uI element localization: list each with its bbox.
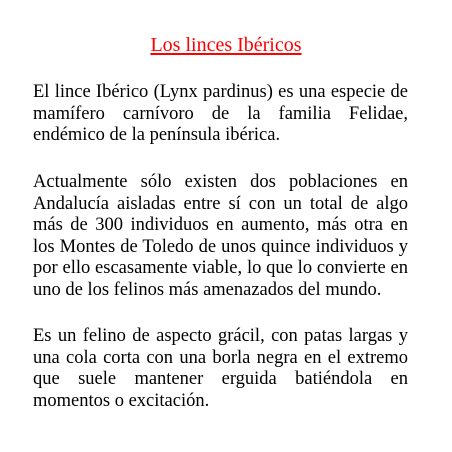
paragraph-appearance: Es un felino de aspecto grácil, con patas largas y una cola corta con una borla negra en el extremo que suele mantener erguida batiéndola en momentos o excitación. xyxy=(33,326,408,411)
paragraph-populations: Actualmente sólo existen dos poblaciones en Andalucía aisladas entre sí con un total de algo más de 300 individuos en aumento, más otra en los Montes de Toledo de unos quince individuos y por ello escasamente viable, lo que lo convierte en uno de los felinos más amenazados del mundo. xyxy=(33,172,408,300)
paragraph-intro: El lince Ibérico (Lynx pardinus) es una especie de mamífero carnívoro de la familia Felidae, endémico de la península ibérica. xyxy=(33,82,408,145)
page-title: Los linces Ibéricos xyxy=(150,34,302,56)
